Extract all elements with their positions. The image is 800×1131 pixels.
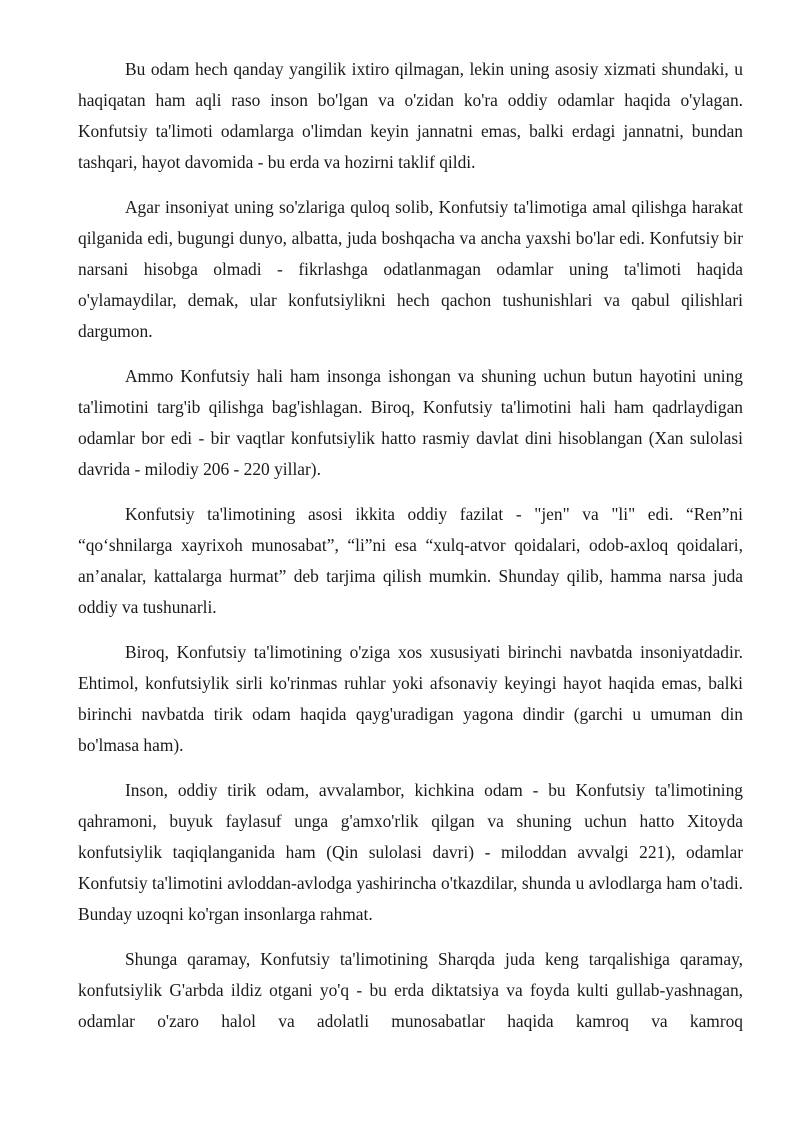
paragraph-1: Bu odam hech qanday yangilik ixtiro qilmagan, lekin uning asosiy xizmati shundaki, u haqiqatan ham aqli raso inson bo'lgan va o'zidan ko'ra oddiy odamlar haqida o'ylagan. Konfutsiy ta'limoti odamlarga o'limdan keyin jannatni emas, balki erdagi jannatni, bundan tashqari, hayot davomida - bu erda va hozirni taklif qildi. bbox=[78, 59, 743, 172]
paragraph-7: Shunga qaramay, Konfutsiy ta'limotining Sharqda juda keng tarqalishiga qaramay, konfutsiylik G'arbda ildiz otgani yo'q - bu erda diktatsiya va foyda kulti gullab-yashnagan, odamlar o'zaro halol va adolatli munosabatlar haqida kamroq va kamroq bbox=[78, 949, 743, 1031]
paragraph-3: Ammo Konfutsiy hali ham insonga ishongan va shuning uchun butun hayotini uning ta'limotini targ'ib qilishga bag'ishlagan. Biroq, Konfutsiy ta'limotini hali ham qadrlaydigan odamlar bor edi - bir vaqtlar konfutsiylik hatto rasmiy davlat dini hisoblangan (Xan sulolasi davrida - milodiy 206 - 220 yillar). bbox=[78, 366, 743, 479]
paragraph-5: Biroq, Konfutsiy ta'limotining o'ziga xos xususiyati birinchi navbatda insoniyatdadir. Ehtimol, konfutsiylik sirli ko'rinmas ruhlar yoki afsonaviy keyingi hayot haqida emas, balki birinchi navbatda tirik odam haqida qayg'uradigan yagona dindir (garchi u umuman din bo'lmasa ham). bbox=[78, 642, 743, 755]
document-body bbox=[78, 54, 743, 1037]
paragraph-4: Konfutsiy ta'limotining asosi ikkita oddiy fazilat - "jen" va "li" edi. “Ren”ni “qo‘shnilarga xayrixoh munosabat”, “li”ni esa “xulq-atvor qoidalari, odob-axloq qoidalari, an’analar, kattalarga hurmat” deb tarjima qilish mumkin. Shunday qilib, hamma narsa juda oddiy va tushunarli. bbox=[78, 504, 743, 617]
paragraph-6: Inson, oddiy tirik odam, avvalambor, kichkina odam - bu Konfutsiy ta'limotining qahramoni, buyuk faylasuf unga g'amxo'rlik qilgan va shuning uchun hatto Xitoyda konfutsiylik taqiqlanganida ham (Qin sulolasi davri) - miloddan avvalgi 221), odamlar Konfutsiy ta'limotini avloddan-avlodga yashirincha o'tkazdilar, shunda u avlodlarga ham o'tadi. Bunday uzoqni ko'rgan insonlarga rahmat. bbox=[78, 780, 743, 924]
paragraph-2: Agar insoniyat uning so'zlariga quloq solib, Konfutsiy ta'limotiga amal qilishga harakat qilganida edi, bugungi dunyo, albatta, juda boshqacha va ancha yaxshi bo'lar edi. Konfutsiy bir narsani hisobga olmadi - fikrlashga odatlanmagan odamlar uning ta'limoti haqida o'ylamaydilar, demak, ular konfutsiylikni hech qachon tushunishlari va qabul qilishlari dargumon. bbox=[78, 197, 743, 341]
